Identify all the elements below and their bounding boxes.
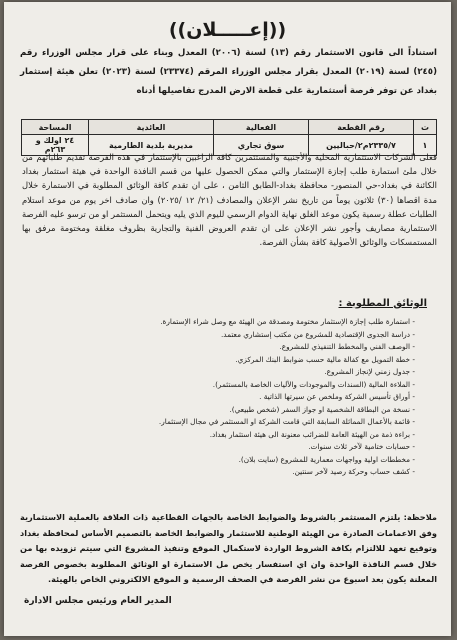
list-item: - الملاءة المالية (السندات والموجودات والآليات الخاصة بالمستثمر).	[212, 379, 415, 389]
list-item: - دراسة الجدوى الإقتصادية للمشروع من مكتب إستشاري معتمد.	[220, 329, 415, 339]
list-item: - مخططات اولية وواجهات معمارية للمشروع (سايت بلان).	[238, 454, 415, 464]
table-header-row	[22, 120, 437, 135]
announcement-sheet	[4, 2, 451, 636]
list-item: - جدول زمني لإنجاز المشروع.	[324, 367, 415, 376]
terms-paragraph: فعلى الشركات الاستثمارية المحلية والأجنبية والمستثمرين كافة الراغبين بالإستثمار في هذه الفرصة تقديم طلباتهم من خلال ملئ استمارة طلب إجازة الإستثمار والتي ممكن الحصول عليها من قسم النافذة الواحدة في هيئة استثمار بغداد الكائنة في بغداد-حي المنصور- محافظة بغداد-الطابق الثامن ، على ان تقدم كافة الوثائق المطلوبة في الاستمارة خلال مدة اقصاها (٣٠) ثلاثون يوماً من تاريخ نشر الإعلان والمصادف (٢١/ ١٢ /٢٠٢٥) وان صادف اخر يوم من موعد استلام الطلبات عطلة رسمية يكون موعد الغلق نهاية الدوام الرسمي لليوم الذي يليه ويتحمل المستثمر او من ترسو عليه الفرصة الاستثمارية مصاريف وأجور نشر الإعلان على ان تقدم العروض الفنية والتجارية بظروف مغلقة ومختومة مرفق بها المستمسكات والوثائق الأصولية كافة بشأن الفرصة.	[22, 152, 437, 248]
list-item: - استمارة طلب إجازة الإستثمار مختومة ومصدقة من الهيئة مع وصل شراء الإستمارة.	[160, 317, 415, 326]
documents-heading: الوثائق المطلوبة :	[338, 298, 427, 309]
header-index: ت	[414, 120, 437, 135]
cell-activity: سوق تجاري	[214, 135, 309, 156]
list-item: - الوصف الفني والمخطط التنفيذي للمشروع.	[279, 342, 415, 351]
cell-index: ١	[414, 135, 437, 156]
announcement-title: ((إعـــــلان))	[168, 19, 287, 41]
documents-list	[125, 316, 415, 479]
header-area: المساحة	[22, 120, 89, 135]
list-item: - قائمة بالأعمال المماثلة السابقة التي قامت الشركة او المستثمر في مجال الإستثمار.	[158, 417, 415, 426]
intro-paragraph: استناداً الى قانون الاستثمار رقم (١٣) لسنة (٢٠٠٦) المعدل وبناء على قرار مجلس الوزراء رقم (٢٤٥) لسنة (٢٠١٩) المعدل بقرار مجلس الوزراء المرقم (٢٣٣٧٤) لسنة (٢٠٢٣) تعلن هيئة إستثمار بغداد عن توفر فرصة أستثمارية على قطعة الارض المدرج تفاصيلها أدناه	[20, 48, 437, 96]
list-item: - حسابات ختامية لآخر ثلاث سنوات.	[308, 442, 415, 451]
list-item: - نسخة من البطاقة الشخصية او جواز السفر (شخص طبيعي).	[229, 404, 415, 414]
cell-plot-number: ٢٣٣٥/٧م٢/حباليين	[309, 135, 414, 156]
list-item: - خطة التمويل مع كفالة مالية حسب ضوابط البنك المركزي.	[235, 354, 415, 364]
header-ownership: العائدية	[89, 120, 214, 135]
note-paragraph: ملاحظة: يلتزم المستثمر بالشروط والضوابط الخاصة بالجهات القطاعية ذات العلاقة بالعملية الاستثمارية وفق الاعمامات الصادرة من الهيئة الوطنية للاستثمار والضوابط الخاصة بالتصميم الأساس لمحافظة بغداد وتوقيع تعهد للالتزام بكافة الشروط الواردة لاستكمال الموقع وتنفيذ المشروع التي سيتم تزويده بها من خلال قسم النافذة الواحدة وان اي استفسار يخص مل الاستمارة او الوثائق المطلوبة بخصوص الفرصة المعلنة يكون بعد اسبوع من نشر الفرصة في الصحف الرسمية و الموقع الالكتروني الخاص بالهيئة.	[20, 512, 437, 585]
cell-ownership: مديرية بلدية الطارمية	[89, 135, 214, 156]
cell-area: ٢٤ اولك و ٢٦٣م	[22, 135, 89, 156]
list-item: - براءة ذمة من الهيئة العامة للضرائب معنونة الى هيئة استثمار بغداد.	[209, 429, 415, 439]
header-activity: الفعالية	[214, 120, 309, 135]
list-item: - أوراق تأسيس الشركة وملخص عن سيرتها الذاتية .	[259, 392, 415, 401]
list-item: - كشف حساب وحركة رصيد لآخر سنتين.	[292, 467, 415, 476]
header-plot-number: رقم القطعة	[309, 120, 414, 135]
signature-line: المدير العام ورئيس مجلس الادارة	[24, 596, 172, 606]
